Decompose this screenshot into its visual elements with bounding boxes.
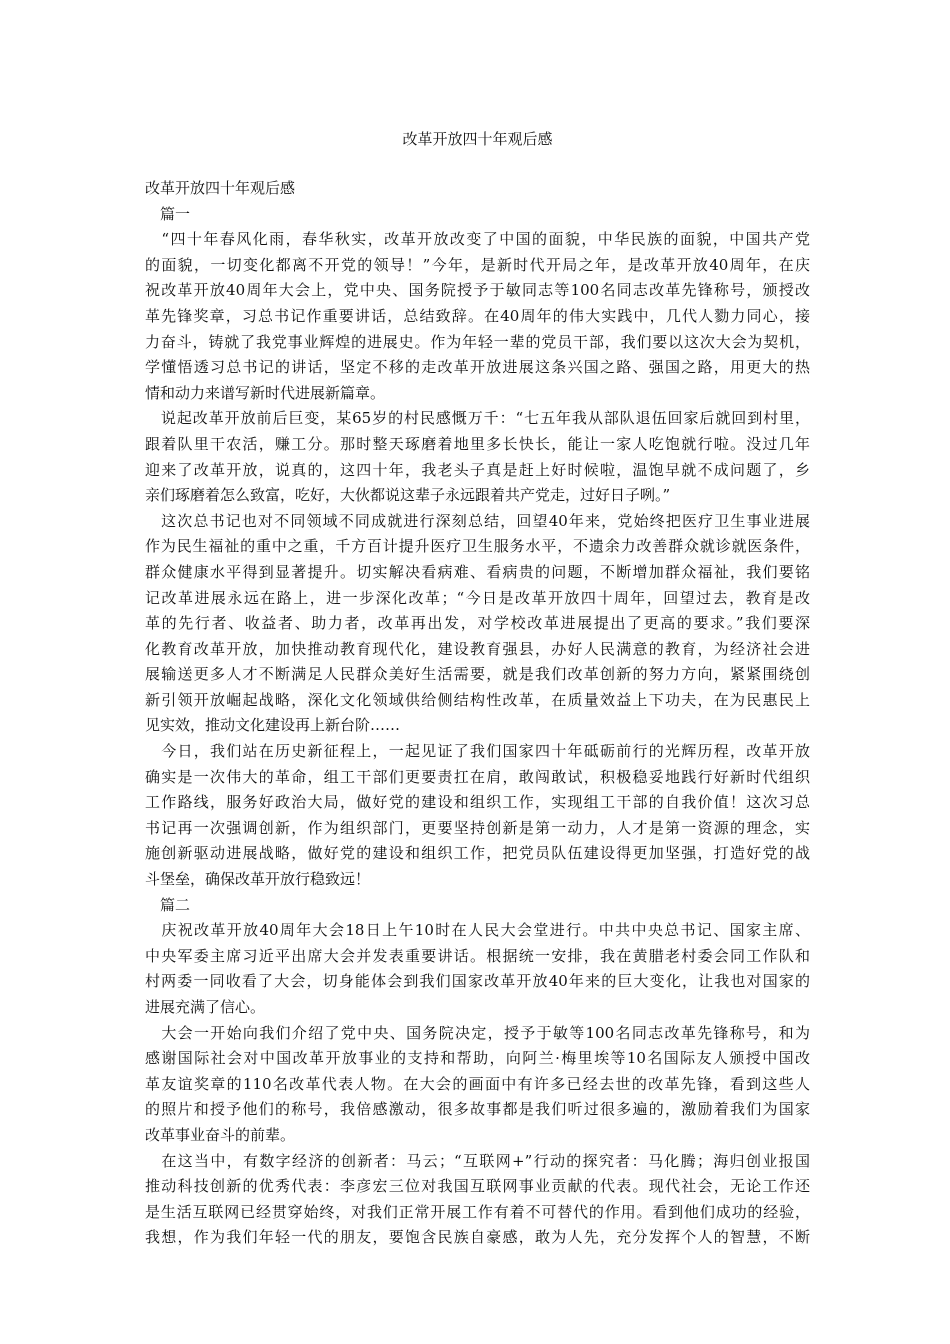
text-line: 我想，作为我们年轻一代的朋友，要饱含民族自豪感，敢为人先，充分发挥个人的智慧，不断 (145, 1228, 810, 1247)
text-line: 群众健康水平得到显著提升。切实解决看病难、看病贵的问题，不断增加群众福祉，我们要铭 (145, 562, 810, 581)
text-line: 村两委一同收看了大会，切身能体会到我们国家改革开放40年来的巨大变化，让我也对国家的 (145, 972, 810, 991)
document-title: 改革开放四十年观后感 (402, 130, 553, 148)
text-line: 革的先行者、收益者、助力者，改革再出发，对学校改革进展提出了更高的要求。”我们要深 (145, 614, 810, 633)
text-line: 记改革进展永远在路上，进一步深化改革；“今日是改革开放四十周年，回望过去，教育是改 (145, 588, 810, 607)
text-line: 大会一开始向我们介绍了党中央、国务院决定，授予于敏等100名同志改革先锋称号，和为 (145, 1023, 810, 1042)
text-line: 见实效，推动文化建设再上新台阶…… (145, 716, 401, 735)
text-line: 情和动力来谱写新时代进展新篇章。 (145, 383, 386, 402)
text-line: 斗堡垒，确保改革开放行稳致远！ (145, 870, 371, 889)
text-line: 新引领开放崛起战略，深化文化领域供给侧结构性改革，在质量效益上下功夫，在为民惠民上 (145, 690, 810, 709)
text-line: 书记再一次强调创新，作为组织部门，更要坚持创新是第一动力，人才是第一资源的理念，实 (145, 818, 810, 837)
text-line: 的照片和授予他们的称号，我倍感激动，很多故事都是我们听过很多遍的，激励着我们为国家 (145, 1100, 810, 1119)
text-line: 力奋斗，铸就了我党事业辉煌的进展史。作为年轻一辈的党员干部，我们要以这次大会为契机， (145, 332, 810, 351)
text-line: 革友谊奖章的110名改革代表人物。在大会的画面中有许多已经去世的改革先锋，看到这些人 (145, 1074, 810, 1093)
text-line: 中央军委主席习近平出席大会并发表重要讲话。根据统一安排，我在黄腊老村委会同工作队和 (145, 946, 810, 965)
text-line: 展输送更多人才不断满足人民群众美好生活需要，就是我们改革创新的努力方向，紧紧围绕创 (145, 665, 810, 684)
text-line: 学懂悟透习总书记的讲话，坚定不移的走改革开放进展这条兴国之路、强国之路，用更大的热 (145, 358, 810, 377)
text-line: 今日，我们站在历史新征程上，一起见证了我们国家四十年砥砺前行的光辉历程，改革开放 (145, 742, 810, 761)
document-body (145, 176, 810, 1251)
text-line: 感谢国际社会对中国改革开放事业的支持和帮助，向阿兰·梅里埃等10名国际友人颁授中国改 (145, 1049, 810, 1068)
text-line: 改革事业奋斗的前辈。 (145, 1125, 296, 1144)
text-line: 工作路线，服务好政治大局，做好党的建设和组织工作，实现组工干部的自我价值！这次习总 (145, 793, 810, 812)
text-line: 篇二 (145, 895, 191, 914)
text-line: 进展充满了信心。 (145, 998, 266, 1016)
text-line: 篇一 (145, 204, 191, 223)
text-line: 作为民生福祉的重中之重，千方百计提升医疗卫生服务水平，不遗余力改善群众就诊就医条件， (145, 537, 810, 556)
text-line: 迎来了改革开放，说真的，这四十年，我老头子真是赶上好时候啦，温饱早就不成问题了，乡 (145, 460, 810, 479)
text-line: 这次总书记也对不同领域不同成就进行深刻总结，回望40年来，党始终把医疗卫生事业进展 (145, 511, 810, 530)
text-line: 是生活互联网已经贯穿始终，对我们正常开展工作有着不可替代的作用。看到他们成功的经验， (145, 1202, 810, 1221)
text-line: 跟着队里干农活，赚工分。那时整天琢磨着地里多长快长，能让一家人吃饱就行啦。没过几年 (145, 434, 810, 453)
text-line: 推动科技创新的优秀代表：李彦宏三位对我国互联网事业贡献的代表。现代社会，无论工作还 (145, 1177, 810, 1196)
text-line: 亲们琢磨着怎么致富，吃好，大伙都说这辈子永远跟着共产党走，过好日子咧。” (145, 486, 671, 505)
text-line: 说起改革开放前后巨变，某65岁的村民感慨万千：“七五年我从部队退伍回家后就回到村里， (145, 409, 810, 428)
text-line: 化教育改革开放，加快推动教育现代化，建设教育强县，办好人民满意的教育，为经济社会进 (145, 639, 810, 658)
text-line: 革先锋奖章，习总书记作重要讲话，总结致辞。在40周年的伟大实践中，几代人勠力同心，接 (145, 306, 810, 325)
text-line: 的面貌，一切变化都离不开党的领导！”今年，是新时代开局之年，是改革开放40周年，在庆 (145, 255, 810, 274)
text-line: 在这当中，有数字经济的创新者：马云；“互联网+”行动的探究者：马化腾；海归创业报国 (145, 1151, 810, 1170)
text-line: 确实是一次伟大的革命，组工干部们更要责扛在肩，敢闯敢试，积极稳妥地践行好新时代组织 (145, 767, 810, 786)
text-line: “四十年春风化雨，春华秋实，改革开放改变了中国的面貌，中华民族的面貌，中国共产党 (145, 230, 810, 249)
text-line: 祝改革开放40周年大会上，党中央、国务院授予于敏同志等100名同志改革先锋称号，颁授改 (145, 281, 810, 300)
text-line: 庆祝改革开放40周年大会18日上午10时在人民大会堂进行。中共中央总书记、国家主席、 (145, 921, 810, 940)
text-line: 施创新驱动进展战略，做好党的建设和组织工作，把党员队伍建设得更加坚强，打造好党的战 (145, 844, 810, 863)
text-line: 改革开放四十年观后感 (145, 179, 296, 197)
